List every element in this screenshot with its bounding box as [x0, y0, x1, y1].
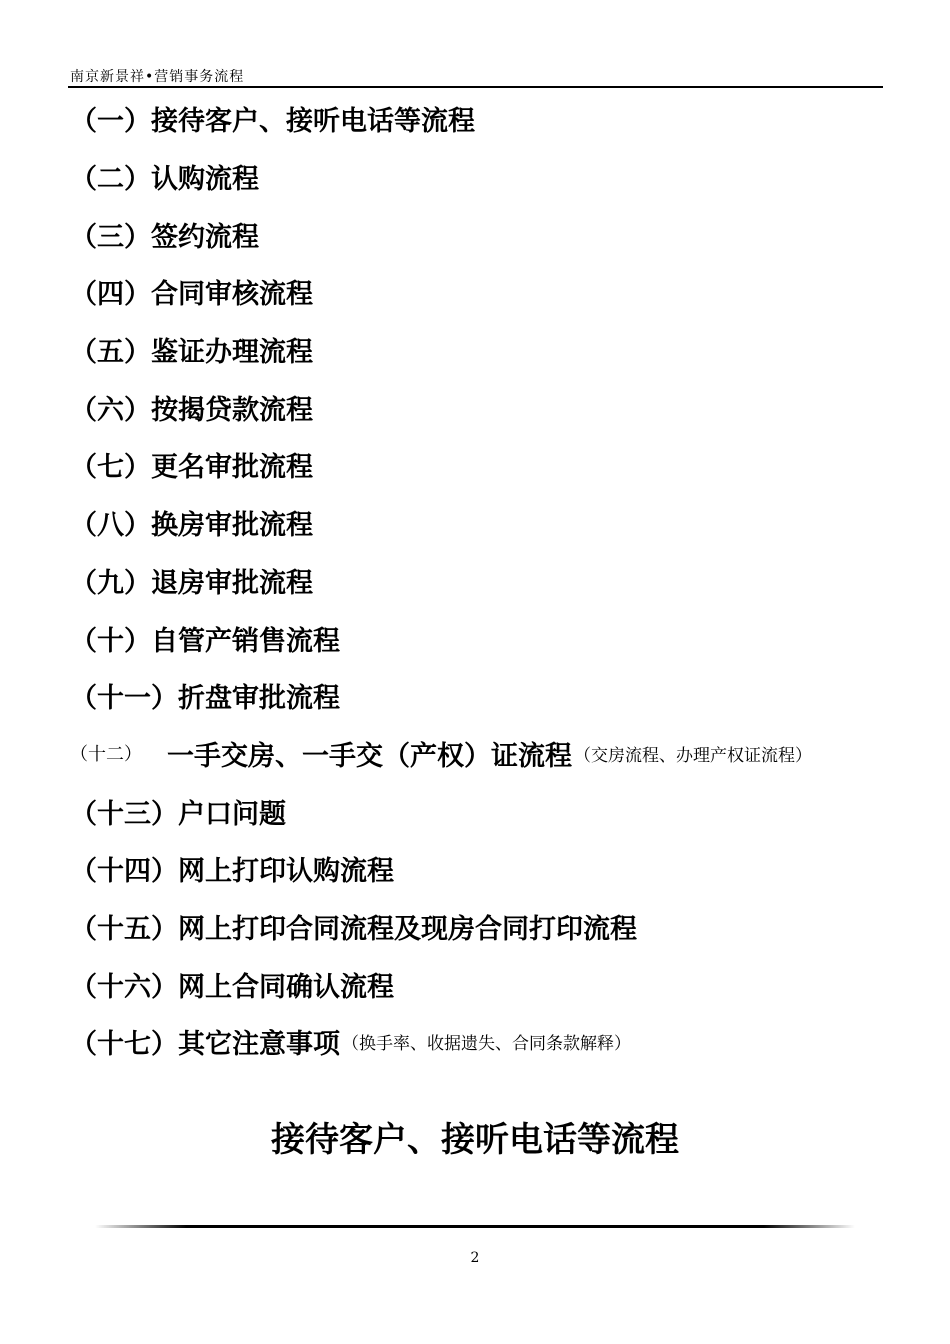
toc-item-10 — [70, 609, 930, 667]
toc-item-number: （二） — [70, 164, 151, 196]
toc-item-1 — [70, 90, 930, 148]
section-heading: 接待客户、接听电话等流程 — [271, 1120, 679, 1160]
toc-item-title: 一手交房、一手交（产权）证流程 — [167, 740, 572, 772]
toc-item-number: （九） — [70, 567, 151, 599]
toc-item-number: （八） — [70, 510, 151, 542]
toc-item-number: （十） — [70, 625, 151, 657]
toc-item-16 — [70, 955, 930, 1013]
toc-item-title: 退房审批流程 — [151, 567, 313, 599]
toc-item-title: 认购流程 — [151, 164, 259, 196]
toc-item-number: （七） — [70, 452, 151, 484]
toc-item-9 — [70, 552, 930, 610]
toc-item-title: 其它注意事项 — [178, 1029, 340, 1061]
toc-item-11 — [70, 667, 930, 725]
toc-item-6 — [70, 378, 930, 436]
toc-item-title: 签约流程 — [151, 221, 259, 253]
toc-item-7 — [70, 436, 930, 494]
toc-item-note: （交房流程、办理产权证流程） — [574, 745, 812, 766]
toc-item-number: （十六） — [70, 971, 178, 1003]
footer-divider — [95, 1225, 855, 1228]
toc-item-4 — [70, 263, 930, 321]
toc-item-12 — [70, 725, 930, 783]
toc-item-number: （四） — [70, 279, 151, 311]
table-of-contents — [70, 90, 930, 1071]
toc-item-title: 网上合同确认流程 — [178, 971, 394, 1003]
toc-item-number: （十五） — [70, 913, 178, 945]
toc-item-3 — [70, 205, 930, 263]
page-number: 2 — [470, 1250, 480, 1266]
toc-item-title: 户口问题 — [178, 798, 286, 830]
toc-item-title: 接待客户、接听电话等流程 — [151, 106, 475, 138]
toc-item-14 — [70, 840, 930, 898]
toc-item-number: （一） — [70, 106, 151, 138]
toc-item-number: （十一） — [70, 683, 178, 715]
toc-item-title: 网上打印合同流程及现房合同打印流程 — [178, 913, 637, 945]
toc-item-13 — [70, 782, 930, 840]
toc-item-number: （六） — [70, 394, 151, 426]
toc-item-title: 鉴证办理流程 — [151, 337, 313, 369]
toc-item-title: 折盘审批流程 — [178, 683, 340, 715]
toc-item-number: （十二） — [70, 744, 142, 766]
toc-item-title: 自管产销售流程 — [151, 625, 340, 657]
toc-item-title: 合同审核流程 — [151, 279, 313, 311]
toc-item-2 — [70, 148, 930, 206]
toc-item-number: （十七） — [70, 1029, 178, 1061]
toc-item-title: 网上打印认购流程 — [178, 856, 394, 888]
toc-item-note: （换手率、收据遗失、合同条款解释） — [342, 1034, 631, 1055]
toc-item-5 — [70, 321, 930, 379]
toc-item-title: 更名审批流程 — [151, 452, 313, 484]
running-header: 南京新景祥•营销事务流程 — [70, 69, 245, 85]
toc-item-17 — [70, 1013, 930, 1071]
toc-item-15 — [70, 898, 930, 956]
toc-item-number: （十三） — [70, 798, 178, 830]
toc-item-number: （五） — [70, 337, 151, 369]
toc-item-number: （三） — [70, 221, 151, 253]
toc-item-title: 按揭贷款流程 — [151, 394, 313, 426]
header-divider — [68, 86, 883, 88]
toc-item-title: 换房审批流程 — [151, 510, 313, 542]
toc-item-8 — [70, 494, 930, 552]
toc-item-number: （十四） — [70, 856, 178, 888]
